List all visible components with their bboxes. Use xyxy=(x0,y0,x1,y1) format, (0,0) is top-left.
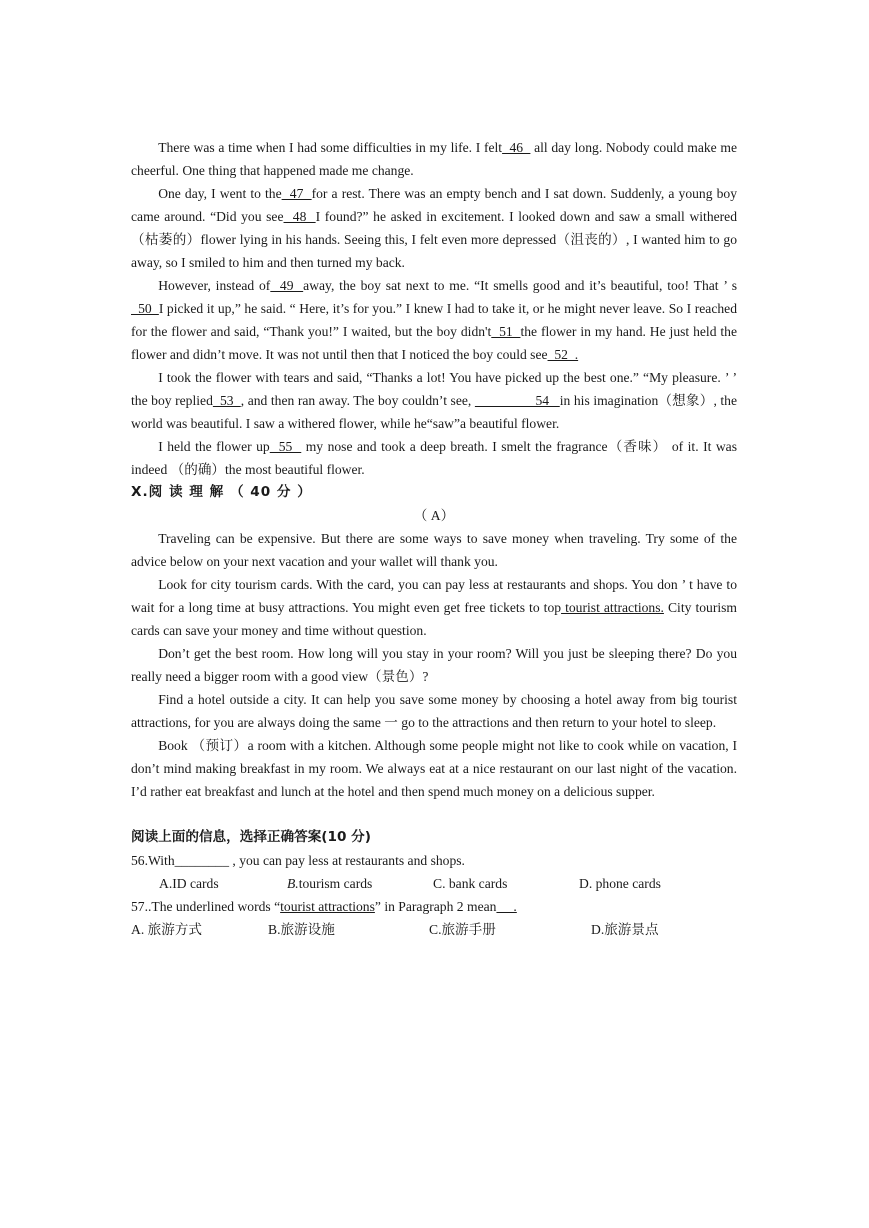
passage2-paragraph-3: Don’t get the best room. How long will you stay in your room? Will you just be sleeping there? Do you really need a bigger room with a good view（景色）? xyxy=(131,646,737,684)
blank-50: 50 xyxy=(131,301,159,316)
blank-46: 46 xyxy=(502,140,531,155)
section-part-label: （ A） xyxy=(413,508,455,523)
passage1-paragraph-4: I took the flower with tears and said, “Thanks a lot! You have picked up the best one.” “My pleasure. ’ ’ the boy replied 53 , and then ran away. The boy couldn’t see, 54 in his imagination（想象）, the world was beautiful. I saw a withered flower, while he“saw”a beautiful flower. xyxy=(131,370,738,431)
option-56-a: A.ID cards xyxy=(159,876,219,891)
question-56-stem: 56.With________ , you can pay less at restaurants and shops. xyxy=(131,853,465,868)
underlined-tourist-attractions: tourist attractions. xyxy=(561,600,664,615)
section-title: X.阅 读 理 解 （ 40 分 ） xyxy=(131,484,312,500)
document-page xyxy=(131,136,737,941)
passage1-paragraph-3: However, instead of 49 away, the boy sat next to me. “It smells good and it’s beautiful, too! That ’ s 50 I picked it up,” he said. “ Here, it’s for you.” I knew I had to take it, or he might never leave. So I reached for the flower and said, “Thank you!” I waited, but the boy didn't 51 the flower in my hand. He just held the flower and didn’t move. It was not until then that I noticed the boy could see 52 . xyxy=(131,278,738,362)
passage1-paragraph-1: There was a time when I had some difficulties in my life. I felt 46 all day long. Nobody could make me cheerful. One thing that happened made me change. xyxy=(131,140,737,178)
answer-blank-57: . xyxy=(496,899,517,914)
question-56-options xyxy=(131,872,737,895)
passage2-paragraph-5: Book （预订）a room with a kitchen. Although some people might not like to cook while on vacation, I don’t mind making breakfast in my room. We always eat at a nice restaurant on our last night of the vacation. I’d rather eat breakfast and lunch at the hotel and then spend much money on a delicious supper. xyxy=(131,738,737,799)
blank-54: 54 xyxy=(474,393,560,408)
option-56-c: C. bank cards xyxy=(433,876,508,891)
blank-49: 49 xyxy=(270,278,304,293)
option-57-c: C.旅游手册 xyxy=(429,922,496,937)
passage1-paragraph-5: I held the flower up 55 my nose and took a deep breath. I smelt the fragrance（香味） of it. It was indeed （的确）the most beautiful flower. xyxy=(131,439,737,477)
passage2-paragraph-4: Find a hotel outside a city. It can help you save some money by choosing a hotel away from big tourist attractions, for you are always doing the same 一 go to the attractions and then return to your hotel to sleep. xyxy=(131,692,737,730)
question-57-options xyxy=(131,918,737,941)
option-57-d: D.旅游景点 xyxy=(591,922,659,937)
blank-55: 55 xyxy=(269,439,302,454)
passage2-paragraph-1: Traveling can be expensive. But there are some ways to save money when traveling. Try some of the advice below on your next vacation and your wallet will thank you. xyxy=(131,531,737,569)
option-57-b: B.旅游设施 xyxy=(268,922,335,937)
question-57-stem: 57..The underlined words “tourist attractions” in Paragraph 2 mean . xyxy=(131,899,517,914)
spacer xyxy=(131,803,737,826)
blank-47: 47 xyxy=(281,186,312,201)
passage1-paragraph-2: One day, I went to the 47 for a rest. There was an empty bench and I sat down. Suddenly, a young boy came around. “Did you see 48 I found?” he asked in excitement. I looked down and saw a small withered（枯萎的）flower lying in his hands. Seeing this, I felt even more depressed（沮丧的）, I wanted him to go away, so I smiled to him and then turned my back. xyxy=(131,186,738,270)
passage2-paragraph-2: Look for city tourism cards. With the card, you can pay less at restaurants and shops. You don ’ t have to wait for a long time at busy attractions. You might even get free tickets to top tourist attractions. City tourism cards can save your money and time without question. xyxy=(131,577,737,638)
blank-51: 51 xyxy=(491,324,521,339)
option-56-b: B.tourism cards xyxy=(287,876,373,891)
option-57-a: A. 旅游方式 xyxy=(131,922,202,937)
blank-52: 52 . xyxy=(547,347,579,362)
blank-53: 53 xyxy=(212,393,241,408)
questions-instruction: 阅读上面的信息，选择正确答案(10 分) xyxy=(131,829,371,845)
blank-48: 48 xyxy=(283,209,316,224)
underlined-phrase: tourist attractions xyxy=(280,899,375,914)
option-56-d: D. phone cards xyxy=(579,876,661,891)
